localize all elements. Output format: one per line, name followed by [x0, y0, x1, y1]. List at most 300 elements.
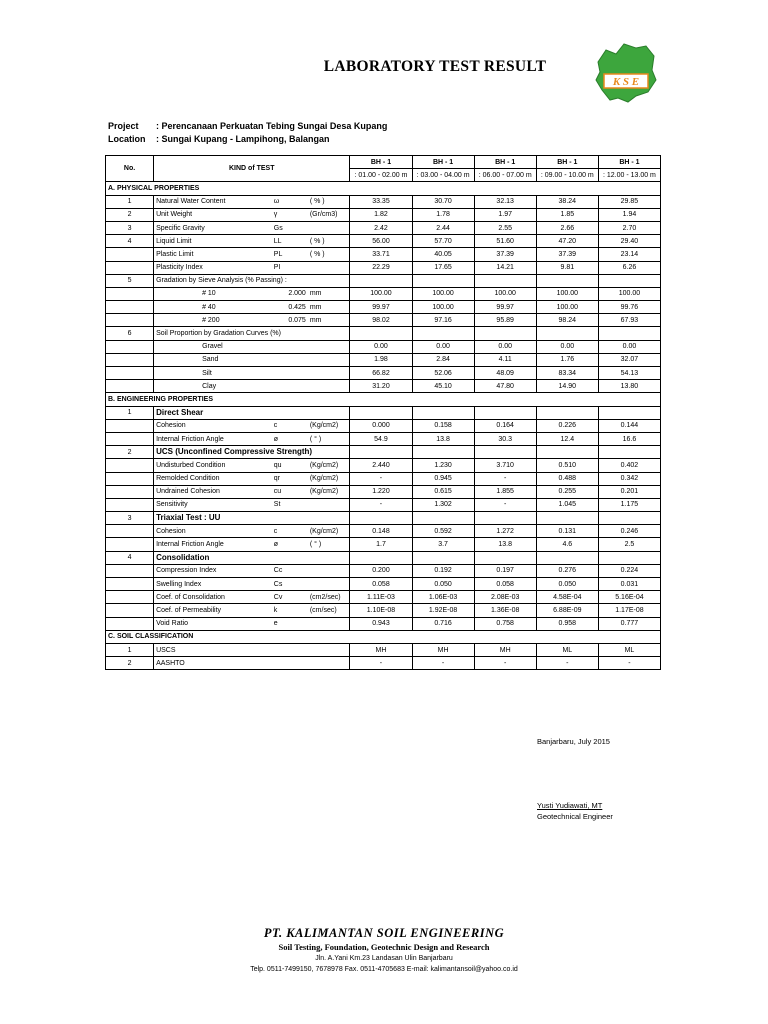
row-value: 1.78 [412, 208, 474, 221]
row-number [106, 564, 154, 577]
unit-text: ( % ) [309, 198, 325, 206]
row-value: 99.76 [598, 301, 660, 314]
row-value [350, 327, 412, 340]
row-symbol: qr [272, 472, 308, 485]
row-value: 1.272 [474, 525, 536, 538]
company-contact: Telp. 0511-7499150, 7678978 Fax. 0511-4705683 E-mail: kalimantansoil@yahoo.co.id [250, 966, 518, 973]
row-number [106, 459, 154, 472]
table-row [106, 287, 661, 300]
location-line [108, 134, 330, 144]
table-row [106, 406, 661, 419]
company-tagline: Soil Testing, Foundation, Geotechnic Design and Research [278, 942, 490, 952]
row-symbol: ø [272, 432, 308, 445]
row-value: 0.943 [350, 617, 412, 630]
row-number [106, 367, 154, 380]
row-unit [308, 195, 350, 208]
row-number [106, 248, 154, 261]
row-number: 4 [106, 235, 154, 248]
row-test-name [154, 274, 287, 287]
table-row [106, 327, 661, 340]
test-name-text: UCS (Unconfined Compressive Strength) [156, 447, 313, 457]
row-value: 0.200 [350, 564, 412, 577]
test-name-text: USCS [156, 646, 176, 654]
test-name-text: Swelling Index [156, 580, 202, 588]
row-value: 56.00 [350, 235, 412, 248]
row-value: 2.440 [350, 459, 412, 472]
row-unit [308, 525, 350, 538]
row-test-name [154, 578, 272, 591]
row-value [412, 551, 474, 564]
row-value: 100.00 [412, 287, 474, 300]
row-value: 0.00 [350, 340, 412, 353]
row-test-name [154, 353, 272, 366]
row-symbol: Cc [272, 564, 308, 577]
row-unit [308, 248, 350, 261]
row-value: - [474, 472, 536, 485]
row-value: 9.81 [536, 261, 598, 274]
test-name-text: Gravel [202, 343, 223, 351]
row-value: 0.000 [350, 419, 412, 432]
row-value: 40.05 [412, 248, 474, 261]
row-symbol [272, 380, 308, 393]
test-name-text: Void Ratio [156, 620, 188, 628]
unit-text: mm [309, 290, 322, 298]
table-row [106, 340, 661, 353]
row-value: 32.07 [598, 353, 660, 366]
header-borehole: BH - 1 [412, 156, 474, 169]
row-value: 1.85 [536, 208, 598, 221]
row-test-name [154, 617, 272, 630]
row-value: MH [412, 643, 474, 656]
row-value: 4.11 [474, 353, 536, 366]
row-value: 0.488 [536, 472, 598, 485]
project-value: : Perencanaan Perkuatan Tebing Sungai Desa Kupang [156, 121, 388, 131]
row-value: 33.35 [350, 195, 412, 208]
row-value: 3.7 [412, 538, 474, 551]
row-value: 98.02 [350, 314, 412, 327]
row-unit [308, 340, 350, 353]
table-row [106, 248, 661, 261]
row-value: 98.24 [536, 314, 598, 327]
row-value [474, 512, 536, 525]
row-value: 0.131 [536, 525, 598, 538]
row-test-name [154, 551, 272, 564]
row-value: - [474, 498, 536, 511]
row-value: 13.8 [474, 538, 536, 551]
row-unit [308, 512, 350, 525]
row-unit [308, 208, 350, 221]
row-value [598, 446, 660, 459]
header-depth: : 01.00 - 02.00 m [350, 169, 412, 182]
row-value: 1.10E-08 [350, 604, 412, 617]
header-borehole: BH - 1 [598, 156, 660, 169]
row-value: 2.5 [598, 538, 660, 551]
row-value: - [350, 472, 412, 485]
header-depth: : 12.00 - 13.00 m [598, 169, 660, 182]
company-address: Jln. A.Yani Km.23 Landasan Ulin Banjarbaru [315, 955, 453, 962]
table-row [106, 498, 661, 511]
test-name-text: Coef. of Permeability [156, 606, 222, 614]
table-row [106, 195, 661, 208]
row-symbol: Gs [272, 221, 308, 234]
table-row [106, 380, 661, 393]
row-number [106, 472, 154, 485]
row-value: 1.230 [412, 459, 474, 472]
row-value: 23.14 [598, 248, 660, 261]
row-value: 0.144 [598, 419, 660, 432]
location-value: : Sungai Kupang - Lampihong, Balangan [156, 134, 330, 144]
row-value: 2.42 [350, 221, 412, 234]
row-unit [308, 261, 350, 274]
row-unit [308, 287, 350, 300]
header-no: No. [106, 156, 154, 182]
row-value: 38.24 [536, 195, 598, 208]
row-symbol [272, 551, 308, 564]
row-unit [308, 591, 350, 604]
row-unit [308, 235, 350, 248]
row-number [106, 578, 154, 591]
row-test-name [154, 367, 272, 380]
row-number [106, 353, 154, 366]
test-name-text: Remolded Condition [156, 475, 220, 483]
row-value: 95.89 [474, 314, 536, 327]
row-value: 100.00 [474, 287, 536, 300]
row-value [412, 327, 474, 340]
row-symbol: 0.075 [272, 314, 308, 327]
signatory-name: Yusti Yudiawati, MT [537, 801, 603, 810]
row-value: 5.16E-04 [598, 591, 660, 604]
row-value: 32.13 [474, 195, 536, 208]
row-value: 100.00 [598, 287, 660, 300]
table-row [106, 643, 661, 656]
row-value [536, 274, 598, 287]
row-test-name [154, 512, 272, 525]
row-number: 1 [106, 643, 154, 656]
section-title: B. ENGINEERING PROPERTIES [106, 393, 661, 406]
row-value: 0.050 [536, 578, 598, 591]
test-name-text: Undisturbed Condition [156, 461, 226, 469]
row-unit [308, 314, 350, 327]
test-name-text: Soil Proportion by Gradation Curves (%) [156, 330, 281, 338]
row-value: 0.050 [412, 578, 474, 591]
row-value: MH [474, 643, 536, 656]
row-test-name [154, 604, 272, 617]
row-value: 45.10 [412, 380, 474, 393]
test-name-text: Triaxial Test : UU [156, 513, 221, 523]
row-value: 0.255 [536, 485, 598, 498]
test-name-text: Unit Weight [156, 211, 193, 219]
row-unit [308, 551, 350, 564]
row-value: 1.17E-08 [598, 604, 660, 617]
row-value [598, 327, 660, 340]
row-value: - [598, 657, 660, 670]
row-value: 66.82 [350, 367, 412, 380]
row-value: ML [536, 643, 598, 656]
row-value: 1.98 [350, 353, 412, 366]
row-unit [308, 643, 350, 656]
row-value [474, 327, 536, 340]
row-number: 1 [106, 195, 154, 208]
row-symbol: PL [272, 248, 308, 261]
row-value: 0.00 [598, 340, 660, 353]
row-value: 1.11E-03 [350, 591, 412, 604]
row-value: ML [598, 643, 660, 656]
unit-text: mm [309, 316, 322, 324]
row-number: 2 [106, 446, 154, 459]
row-value: - [474, 657, 536, 670]
row-value: 1.97 [474, 208, 536, 221]
row-symbol: c [272, 525, 308, 538]
unit-text: (Kg/cm2) [309, 461, 339, 469]
row-value: 1.220 [350, 485, 412, 498]
row-test-name [154, 340, 272, 353]
row-value: 83.34 [536, 367, 598, 380]
row-value: 48.09 [474, 367, 536, 380]
unit-text: (Kg/cm2) [309, 422, 339, 430]
row-value: 30.70 [412, 195, 474, 208]
test-name-text: Internal Friction Angle [156, 541, 224, 549]
row-value: 6.26 [598, 261, 660, 274]
row-value: 2.66 [536, 221, 598, 234]
row-symbol [272, 406, 308, 419]
row-number [106, 380, 154, 393]
table-row [106, 221, 661, 234]
row-unit [308, 604, 350, 617]
row-unit [308, 617, 350, 630]
row-value: 1.94 [598, 208, 660, 221]
row-value: 1.045 [536, 498, 598, 511]
table-row [106, 261, 661, 274]
row-value: 0.402 [598, 459, 660, 472]
test-name-text: Coef. of Consolidation [156, 593, 225, 601]
table-row [106, 485, 661, 498]
test-name-text: Silt [202, 369, 212, 377]
test-name-text: Undrained Cohesion [156, 488, 220, 496]
row-value [598, 274, 660, 287]
row-value: 1.36E-08 [474, 604, 536, 617]
row-value [474, 274, 536, 287]
test-name-text: # 10 [202, 290, 216, 298]
table-row [106, 657, 661, 670]
row-value: 0.226 [536, 419, 598, 432]
row-value: 0.00 [474, 340, 536, 353]
row-value: 13.8 [412, 432, 474, 445]
table-row [106, 432, 661, 445]
row-test-name [154, 208, 272, 221]
row-value [350, 274, 412, 287]
section-title: C. SOIL CLASSIFICATION [106, 630, 661, 643]
unit-text: ( ° ) [309, 541, 322, 549]
row-test-name [154, 287, 272, 300]
row-value: 0.276 [536, 564, 598, 577]
row-value: 99.97 [474, 301, 536, 314]
row-value [350, 446, 412, 459]
table-row [106, 208, 661, 221]
table-row [106, 301, 661, 314]
row-value: 12.4 [536, 432, 598, 445]
row-symbol: 2.000 [272, 287, 308, 300]
row-value: 1.302 [412, 498, 474, 511]
row-number: 4 [106, 551, 154, 564]
row-number [106, 538, 154, 551]
test-name-text: Cohesion [156, 422, 186, 430]
row-test-name [154, 564, 272, 577]
row-number [106, 301, 154, 314]
row-test-name [154, 459, 272, 472]
row-number [106, 525, 154, 538]
row-symbol: cu [272, 485, 308, 498]
row-value: 97.16 [412, 314, 474, 327]
row-value [598, 551, 660, 564]
row-value: 0.758 [474, 617, 536, 630]
row-test-name [154, 380, 272, 393]
table-row [106, 617, 661, 630]
row-value: 0.201 [598, 485, 660, 498]
unit-text: ( % ) [309, 237, 325, 245]
header-borehole: BH - 1 [350, 156, 412, 169]
row-value: 6.88E-09 [536, 604, 598, 617]
row-test-name [154, 327, 281, 340]
results-table [105, 155, 661, 670]
row-value: 13.80 [598, 380, 660, 393]
row-value: 54.9 [350, 432, 412, 445]
row-test-name [154, 221, 272, 234]
row-value [536, 406, 598, 419]
row-unit [308, 221, 350, 234]
row-value [412, 406, 474, 419]
row-value: 0.342 [598, 472, 660, 485]
row-value: 0.00 [536, 340, 598, 353]
row-unit [308, 406, 350, 419]
table-row [106, 314, 661, 327]
row-test-name [154, 498, 272, 511]
row-symbol: Cv [272, 591, 308, 604]
test-name-text: Sand [202, 356, 219, 364]
row-number: 5 [106, 274, 154, 287]
section-row [106, 630, 661, 643]
row-value [350, 512, 412, 525]
row-unit [308, 538, 350, 551]
row-value: - [536, 657, 598, 670]
row-test-name [154, 525, 272, 538]
row-unit [308, 485, 350, 498]
row-unit [308, 380, 350, 393]
row-number [106, 617, 154, 630]
unit-text: ( ° ) [309, 435, 322, 443]
test-name-text: Plastic Limit [156, 250, 194, 258]
signatory-role: Geotechnical Engineer [537, 812, 613, 821]
row-unit [308, 498, 350, 511]
row-value: 47.80 [474, 380, 536, 393]
row-value: 57.70 [412, 235, 474, 248]
unit-text: (Kg/cm2) [309, 488, 339, 496]
row-value: 0.777 [598, 617, 660, 630]
test-name-text: Cohesion [156, 527, 186, 535]
row-number [106, 432, 154, 445]
row-symbol [272, 643, 308, 656]
row-value: 37.39 [536, 248, 598, 261]
row-test-name [154, 472, 272, 485]
row-symbol: 0.425 [272, 301, 308, 314]
test-name-text: Specific Gravity [156, 224, 205, 232]
row-value: 0.224 [598, 564, 660, 577]
row-symbol: k [272, 604, 308, 617]
page-title: LABORATORY TEST RESULT [323, 58, 547, 75]
row-value: 29.40 [598, 235, 660, 248]
row-value [474, 446, 536, 459]
row-unit [308, 274, 350, 287]
row-symbol: Cs [272, 578, 308, 591]
row-value: MH [350, 643, 412, 656]
row-value: 100.00 [536, 301, 598, 314]
row-unit [308, 327, 350, 340]
table-row [106, 604, 661, 617]
row-symbol: ø [272, 538, 308, 551]
row-value: 1.76 [536, 353, 598, 366]
row-value [536, 327, 598, 340]
row-symbol: St [272, 498, 308, 511]
row-number [106, 287, 154, 300]
row-value: 0.058 [350, 578, 412, 591]
test-name-text: Clay [202, 382, 217, 390]
row-number [106, 340, 154, 353]
row-unit [308, 446, 350, 459]
row-number: 2 [106, 657, 154, 670]
row-value: - [350, 657, 412, 670]
row-number [106, 591, 154, 604]
row-number [106, 485, 154, 498]
place-date: Banjarbaru, July 2015 [537, 737, 610, 746]
table-row [106, 538, 661, 551]
project-label: Project [108, 121, 139, 131]
row-test-name [154, 446, 313, 459]
unit-text: (Kg/cm2) [309, 527, 339, 535]
row-value: 0.945 [412, 472, 474, 485]
company-name: PT. KALIMANTAN SOIL ENGINEERING [263, 926, 505, 940]
test-name-text: Consolidation [156, 552, 210, 562]
row-number [106, 261, 154, 274]
row-test-name [154, 314, 272, 327]
row-symbol: e [272, 617, 308, 630]
header-depth: : 06.00 - 07.00 m [474, 169, 536, 182]
row-value: 0.058 [474, 578, 536, 591]
row-test-name [154, 538, 272, 551]
row-value: 1.92E-08 [412, 604, 474, 617]
row-value [412, 446, 474, 459]
table-row [106, 578, 661, 591]
row-value: 100.00 [412, 301, 474, 314]
table-row [106, 419, 661, 432]
row-value: - [412, 657, 474, 670]
row-symbol: LL [272, 235, 308, 248]
table-row [106, 551, 661, 564]
row-value [598, 512, 660, 525]
row-unit [308, 367, 350, 380]
row-test-name [154, 419, 272, 432]
row-value: 22.29 [350, 261, 412, 274]
row-value: 100.00 [536, 287, 598, 300]
test-name-text: Natural Water Content [156, 198, 226, 206]
row-value [474, 406, 536, 419]
test-name-text: Plasticity Index [156, 264, 203, 272]
row-symbol [272, 340, 308, 353]
header-depth: : 03.00 - 04.00 m [412, 169, 474, 182]
row-value: 37.39 [474, 248, 536, 261]
row-value: 1.7 [350, 538, 412, 551]
row-value: 33.71 [350, 248, 412, 261]
section-row [106, 182, 661, 195]
project-line [108, 121, 387, 131]
